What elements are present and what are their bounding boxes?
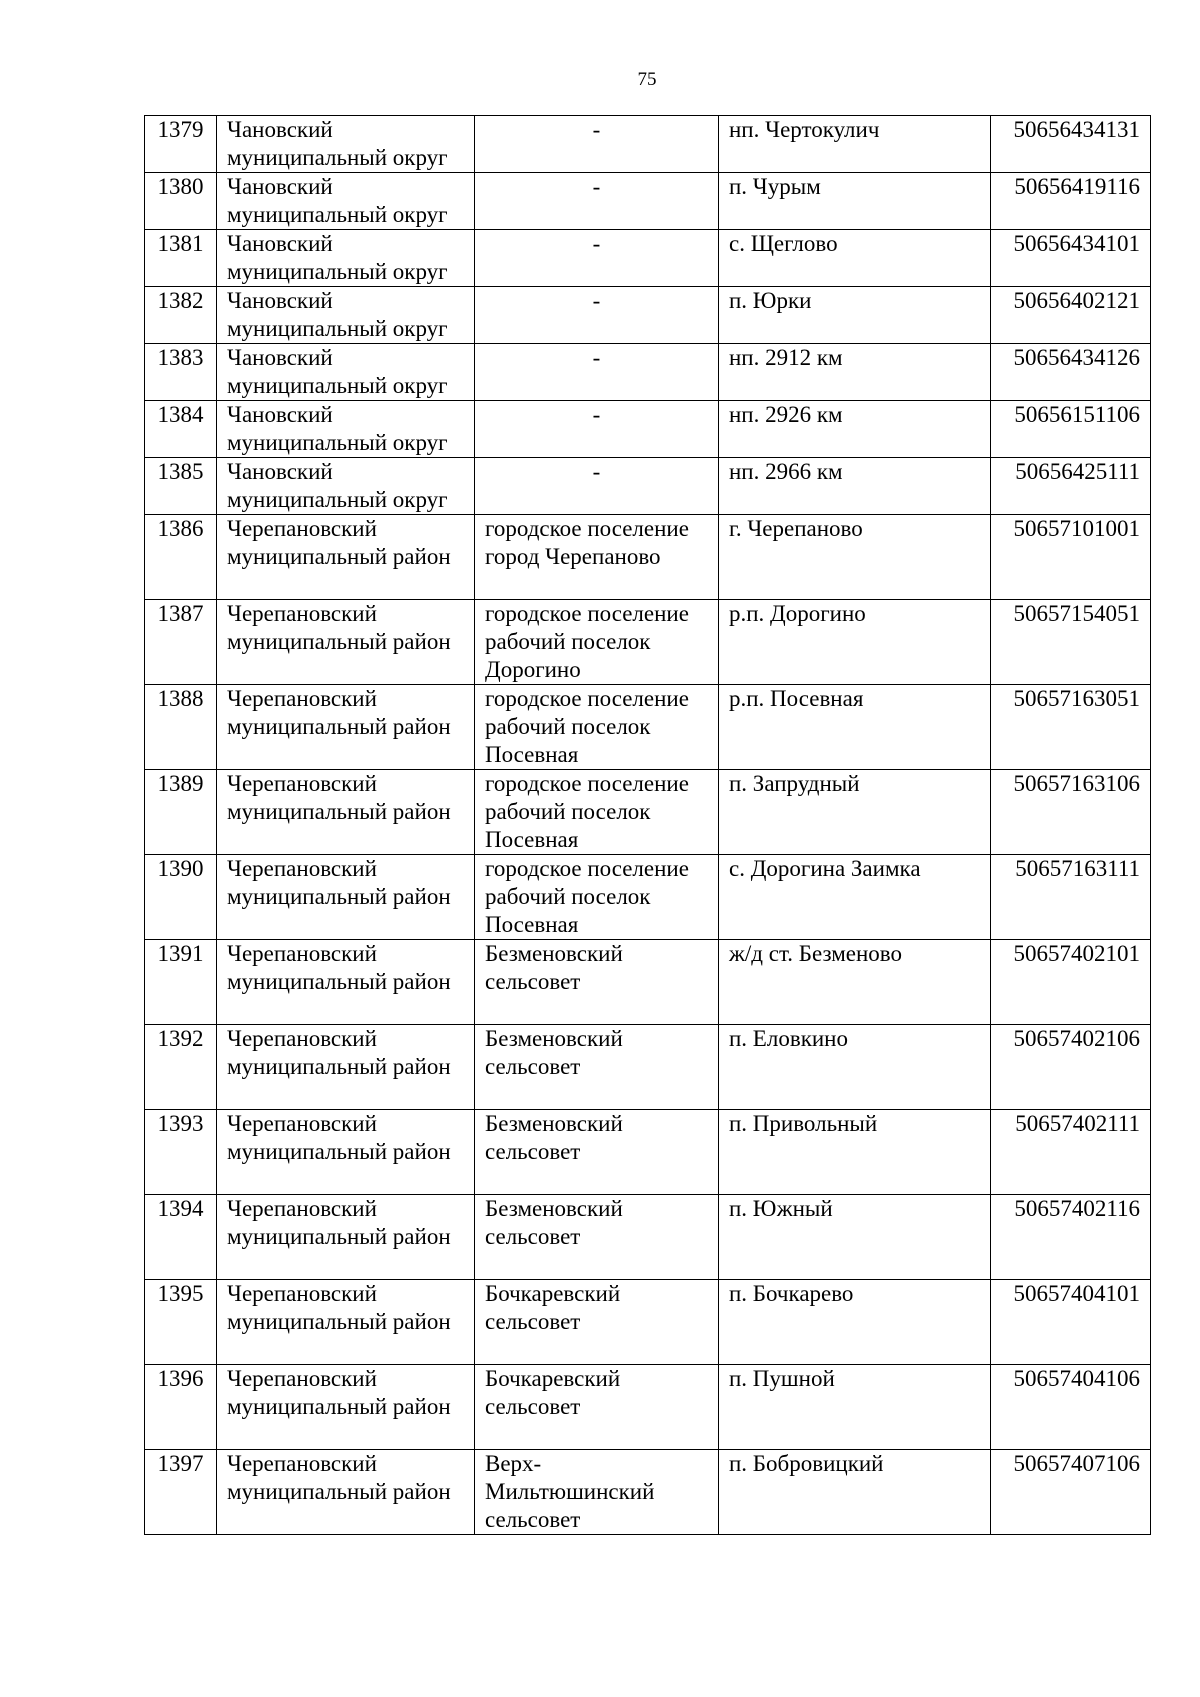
settlement-cell: -: [475, 173, 719, 230]
oktmo-code-cell: 50656434131: [991, 116, 1151, 173]
oktmo-code-cell: 50657163111: [991, 855, 1151, 940]
locality-cell: нп. 2966 км: [719, 458, 991, 515]
municipality-cell: Чановский муниципальный округ: [217, 287, 475, 344]
table-row: [145, 230, 1151, 287]
locality-cell: ж/д ст. Безменово: [719, 940, 991, 1025]
municipality-cell: Чановский муниципальный округ: [217, 458, 475, 515]
oktmo-code-cell: 50656434126: [991, 344, 1151, 401]
locality-cell: п. Чурым: [719, 173, 991, 230]
row-number: 1395: [145, 1280, 217, 1365]
row-number: 1388: [145, 685, 217, 770]
municipality-cell: Черепановский муниципальный район: [217, 940, 475, 1025]
municipality-cell: Черепановский муниципальный район: [217, 515, 475, 600]
locality-cell: п. Юрки: [719, 287, 991, 344]
locality-cell: п. Пушной: [719, 1365, 991, 1450]
oktmo-code-cell: 50656419116: [991, 173, 1151, 230]
municipality-cell: Чановский муниципальный округ: [217, 116, 475, 173]
row-number: 1390: [145, 855, 217, 940]
municipality-cell: Черепановский муниципальный район: [217, 1450, 475, 1535]
row-number: 1382: [145, 287, 217, 344]
row-number: 1381: [145, 230, 217, 287]
row-number: 1383: [145, 344, 217, 401]
settlement-cell: Безменовский сельсовет: [475, 1110, 719, 1195]
oktmo-code-cell: 50657163051: [991, 685, 1151, 770]
table-row: [145, 855, 1151, 940]
table-body: [145, 116, 1151, 1535]
oktmo-code-cell: 50656402121: [991, 287, 1151, 344]
table-row: [145, 1280, 1151, 1365]
locality-cell: п. Бобровицкий: [719, 1450, 991, 1535]
row-number: 1384: [145, 401, 217, 458]
municipality-cell: Черепановский муниципальный район: [217, 855, 475, 940]
table-row: [145, 940, 1151, 1025]
table-row: [145, 1365, 1151, 1450]
locality-cell: с. Щеглово: [719, 230, 991, 287]
settlement-cell: -: [475, 287, 719, 344]
table-row: [145, 600, 1151, 685]
table-row: [145, 287, 1151, 344]
municipality-cell: Чановский муниципальный округ: [217, 173, 475, 230]
row-number: 1397: [145, 1450, 217, 1535]
locality-cell: р.п. Дорогино: [719, 600, 991, 685]
row-number: 1386: [145, 515, 217, 600]
locality-cell: с. Дорогина Заимка: [719, 855, 991, 940]
municipality-cell: Черепановский муниципальный район: [217, 1365, 475, 1450]
oktmo-code-cell: 50657404101: [991, 1280, 1151, 1365]
row-number: 1394: [145, 1195, 217, 1280]
municipality-cell: Черепановский муниципальный район: [217, 685, 475, 770]
table-row: [145, 1450, 1151, 1535]
row-number: 1380: [145, 173, 217, 230]
row-number: 1389: [145, 770, 217, 855]
table-row: [145, 770, 1151, 855]
locality-cell: нп. Чертокулич: [719, 116, 991, 173]
municipality-cell: Черепановский муниципальный район: [217, 1110, 475, 1195]
row-number: 1385: [145, 458, 217, 515]
settlement-cell: Верх-Мильтюшинский сельсовет: [475, 1450, 719, 1535]
row-number: 1392: [145, 1025, 217, 1110]
municipality-cell: Черепановский муниципальный район: [217, 1025, 475, 1110]
oktmo-code-cell: 50656425111: [991, 458, 1151, 515]
settlement-cell: -: [475, 458, 719, 515]
table-row: [145, 1195, 1151, 1280]
table-row: [145, 685, 1151, 770]
table-row: [145, 173, 1151, 230]
oktmo-code-cell: 50657404106: [991, 1365, 1151, 1450]
municipality-cell: Чановский муниципальный округ: [217, 344, 475, 401]
row-number: 1391: [145, 940, 217, 1025]
locality-cell: нп. 2912 км: [719, 344, 991, 401]
locality-cell: г. Черепаново: [719, 515, 991, 600]
oktmo-code-cell: 50657402106: [991, 1025, 1151, 1110]
settlement-cell: городское поселение город Черепаново: [475, 515, 719, 600]
row-number: 1379: [145, 116, 217, 173]
settlement-cell: Безменовский сельсовет: [475, 940, 719, 1025]
municipality-cell: Черепановский муниципальный район: [217, 600, 475, 685]
oktmo-code-cell: 50657402101: [991, 940, 1151, 1025]
municipality-cell: Черепановский муниципальный район: [217, 770, 475, 855]
settlement-cell: -: [475, 401, 719, 458]
municipality-cell: Чановский муниципальный округ: [217, 401, 475, 458]
locality-cell: р.п. Посевная: [719, 685, 991, 770]
oktmo-code-cell: 50657101001: [991, 515, 1151, 600]
locality-cell: п. Еловкино: [719, 1025, 991, 1110]
oktmo-code-cell: 50657402116: [991, 1195, 1151, 1280]
table-row: [145, 401, 1151, 458]
row-number: 1387: [145, 600, 217, 685]
settlement-cell: -: [475, 230, 719, 287]
row-number: 1393: [145, 1110, 217, 1195]
page-number: 75: [637, 69, 657, 90]
row-number: 1396: [145, 1365, 217, 1450]
oktmo-code-cell: 50657407106: [991, 1450, 1151, 1535]
settlement-cell: Бочкаревский сельсовет: [475, 1280, 719, 1365]
locality-cell: п. Бочкарево: [719, 1280, 991, 1365]
settlement-cell: городское поселение рабочий поселок Дорогино: [475, 600, 719, 685]
table-row: [145, 1025, 1151, 1110]
locality-cell: п. Запрудный: [719, 770, 991, 855]
oktmo-code-cell: 50657154051: [991, 600, 1151, 685]
settlement-cell: -: [475, 116, 719, 173]
locality-cell: п. Южный: [719, 1195, 991, 1280]
settlement-cell: городское поселение рабочий поселок Посевная: [475, 685, 719, 770]
locality-cell: нп. 2926 км: [719, 401, 991, 458]
settlement-register-table: [144, 115, 1151, 1535]
settlement-cell: городское поселение рабочий поселок Посевная: [475, 770, 719, 855]
municipality-cell: Черепановский муниципальный район: [217, 1195, 475, 1280]
settlement-cell: Безменовский сельсовет: [475, 1025, 719, 1110]
oktmo-code-cell: 50657163106: [991, 770, 1151, 855]
locality-cell: п. Привольный: [719, 1110, 991, 1195]
table-row: [145, 344, 1151, 401]
municipality-cell: Чановский муниципальный округ: [217, 230, 475, 287]
table-row: [145, 458, 1151, 515]
table-row: [145, 116, 1151, 173]
settlement-cell: Безменовский сельсовет: [475, 1195, 719, 1280]
oktmo-code-cell: 50656151106: [991, 401, 1151, 458]
settlement-cell: Бочкаревский сельсовет: [475, 1365, 719, 1450]
settlement-cell: городское поселение рабочий поселок Посевная: [475, 855, 719, 940]
oktmo-code-cell: 50656434101: [991, 230, 1151, 287]
settlement-cell: -: [475, 344, 719, 401]
table-row: [145, 1110, 1151, 1195]
municipality-cell: Черепановский муниципальный район: [217, 1280, 475, 1365]
table-row: [145, 515, 1151, 600]
oktmo-code-cell: 50657402111: [991, 1110, 1151, 1195]
